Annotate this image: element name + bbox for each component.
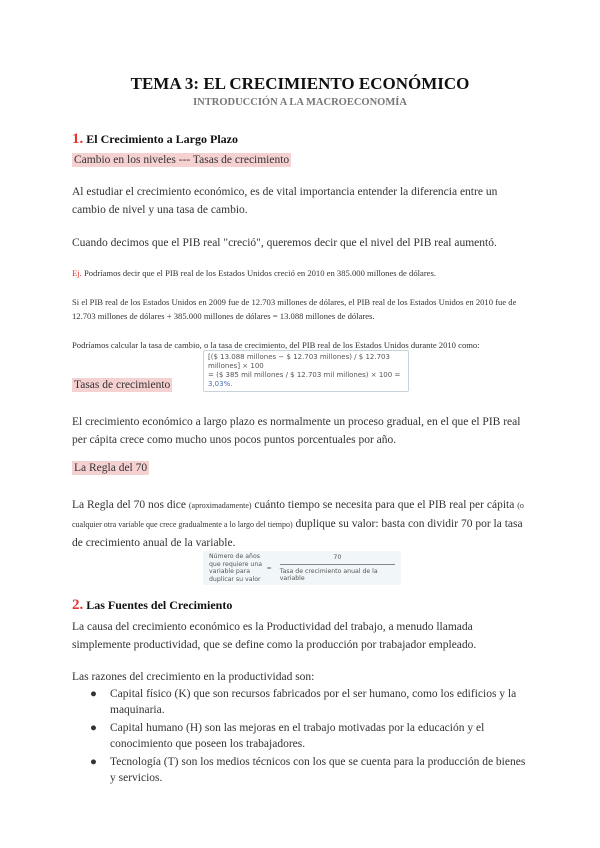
list-item-text: Capital físico (K) que son recursos fabricados por el ser humano, como los edificios y la maquinaria.	[110, 688, 517, 716]
formula-equals: =	[266, 564, 272, 572]
list-item-text: Tecnología (T) son los medios técnicos con los que se cuenta para la producción de bienes y servicios.	[110, 756, 526, 784]
formula-result: 3,03%.	[208, 380, 233, 388]
section-title: El Crecimiento a Largo Plazo	[86, 132, 238, 146]
rule-of-70-paragraph	[72, 496, 530, 552]
document-subtitle: INTRODUCCIÓN A LA MACROECONOMÍA	[193, 97, 407, 108]
numerator: 70	[280, 554, 395, 565]
bullet-icon: ●	[90, 688, 97, 700]
section-number: 2.	[72, 597, 84, 613]
list-item	[90, 754, 530, 786]
list-item	[90, 686, 530, 718]
paragraph: Las razones del crecimiento en la productividad son:	[72, 671, 315, 683]
text: cuánto tiempo se necesita para que el PIB real per cápita	[251, 499, 518, 511]
list-item	[90, 720, 530, 752]
text: duplique su valor: basta con dividir 70 por la tasa de crecimiento anual de la variable.	[72, 518, 523, 549]
highlight-cambio-niveles: Cambio en los niveles --- Tasas de crecimiento	[74, 154, 290, 166]
formula-fraction	[280, 554, 395, 582]
highlight-tasas-crecimiento: Tasas de crecimiento	[74, 379, 171, 391]
bullet-icon: ●	[90, 722, 97, 734]
section-title: Las Fuentes del Crecimiento	[86, 598, 233, 612]
growth-rate-formula	[203, 350, 409, 392]
document-title: TEMA 3: EL CRECIMIENTO ECONÓMICO	[130, 74, 470, 93]
formula-left: Número de años que requiere una variable para duplicar su valor	[209, 553, 263, 583]
section-2-heading	[72, 597, 232, 614]
paragraph: El crecimiento económico a largo plazo es normalmente un proceso gradual, en el que el PIB real per cápita crece como mucho unos pocos puntos porcentuales por año.	[72, 416, 521, 446]
paragraph: La causa del crecimiento económico es la Productividad del trabajo, a menudo llamada simplemente productividad, que se define como la producción por trabajador empleado.	[72, 621, 477, 651]
rule-of-70-formula	[203, 551, 401, 585]
formula-line: = ($ 385 mil millones / $ 12.703 mil millones) × 100 =	[208, 371, 401, 379]
text: (aproximadamente)	[188, 501, 252, 510]
section-1-heading	[72, 131, 238, 148]
example-text: Podríamos decir que el PIB real de los Estados Unidos creció en 2010 en 385.000 millones de dólares.	[83, 268, 436, 278]
paragraph: Al estudiar el crecimiento económico, es de vital importancia entender la diferencia entre un cambio de nivel y una tasa de cambio.	[72, 186, 498, 216]
example-paragraph	[72, 266, 530, 280]
paragraph: Podríamos calcular la tasa de cambio, o la tasa de crecimiento, del PIB real de los Estados Unidos durante 2010 como:	[72, 340, 480, 350]
bullet-icon: ●	[90, 756, 97, 768]
formula-line: [($ 13.088 millones − $ 12.703 millones) / $ 12.703 millones] × 100	[208, 353, 390, 370]
productivity-reasons-list	[90, 686, 530, 788]
list-item-text: Capital humano (H) son las mejoras en el trabajo motivadas por la educación y el conocimiento que poseen los trabajadores.	[110, 722, 485, 750]
example-label: Ej.	[72, 268, 82, 278]
denominator: Tasa de crecimiento anual de la variable	[279, 568, 378, 582]
highlight-regla-70: La Regla del 70	[74, 462, 148, 474]
paragraph: Cuando decimos que el PIB real "creció", queremos decir que el nivel del PIB real aumentó.	[72, 237, 497, 249]
section-number: 1.	[72, 131, 84, 147]
text: La Regla del 70 nos dice	[72, 499, 189, 511]
text: (o cualquier otra variable que crece gradualmente a lo largo del tiempo)	[72, 501, 524, 529]
paragraph: Si el PIB real de los Estados Unidos en 2009 fue de 12.703 millones de dólares, el PIB real de los Estados Unidos en 2010 fue de 12.703 millones de dólares + 385.000 millones de dólares = 13.088 millones de dólares.	[72, 297, 517, 321]
